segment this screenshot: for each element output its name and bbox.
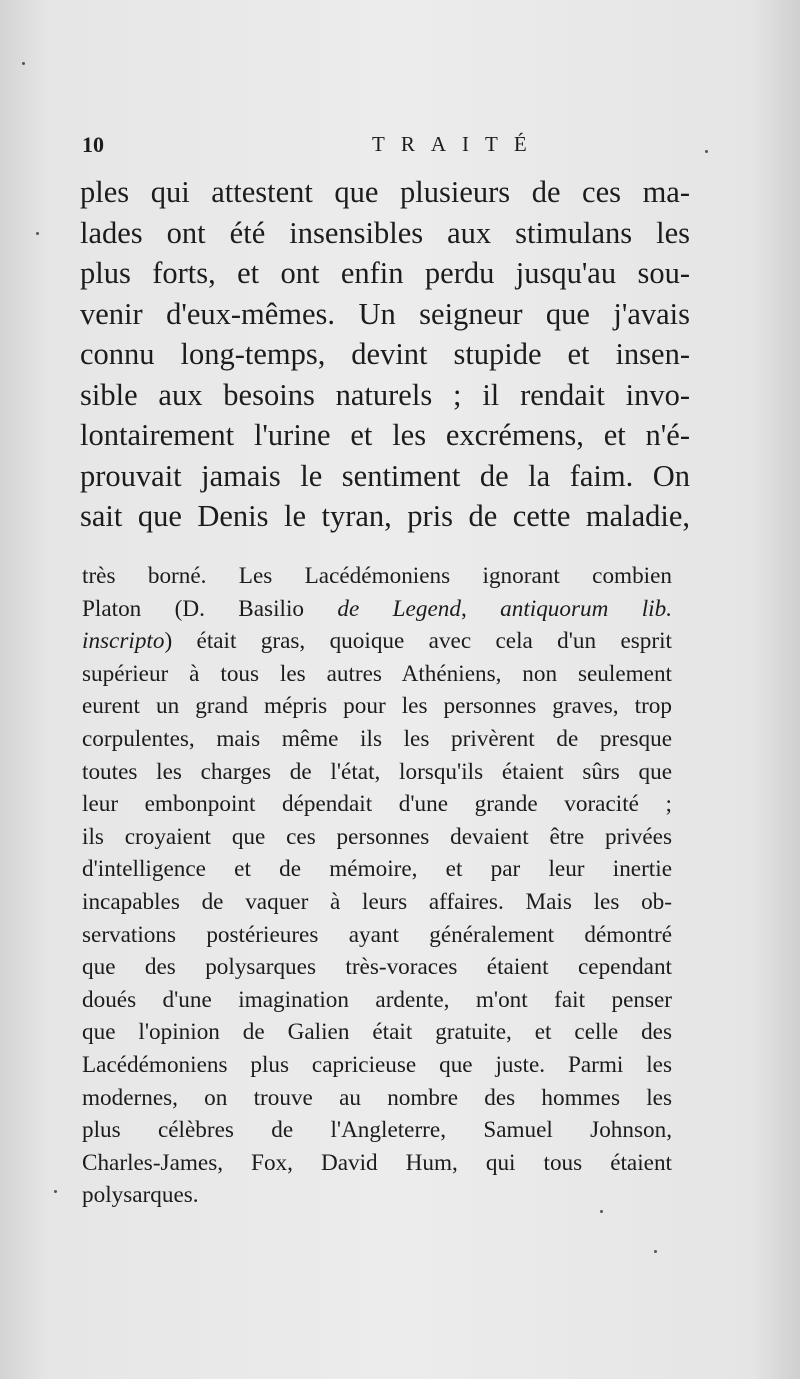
footnote-line: supérieur à tous les autres Athéniens, non seulement [82, 660, 672, 687]
paper-speck [600, 1210, 603, 1213]
footnote-line: plus célèbres de l'Angleterre, Samuel Johnson, [82, 1117, 672, 1144]
text-line: prouvait jamais le sentiment de la faim. On [80, 458, 690, 493]
footnote [82, 560, 672, 1212]
footnote-line: toutes les charges de l'état, lorsqu'ils étaient sûrs que [82, 758, 672, 785]
footnote-line: Lacédémoniens plus capricieuse que juste. Parmi les [82, 1051, 672, 1078]
footnote-line: doués d'une imagination ardente, m'ont fait penser [82, 986, 672, 1013]
footnote-line: incapables de vaquer à leurs affaires. Mais les ob- [82, 888, 672, 915]
footnote-line: d'intelligence et de mémoire, et par leur inertie [82, 856, 672, 883]
paper-speck [36, 232, 39, 235]
paper-speck [54, 1190, 57, 1193]
text-line: plus forts, et ont enfin perdu jusqu'au sou- [80, 256, 690, 290]
text-line: sible aux besoins naturels ; il rendait invo- [80, 377, 690, 412]
footnote-line: que l'opinion de Galien était gratuite, et celle des [82, 1019, 672, 1046]
footnote-line: que des polysarques très-voraces étaient cependant [82, 954, 672, 981]
text-line: sait que Denis le tyran, pris de cette maladie, [80, 499, 690, 533]
footnote-italic: inscripto [82, 628, 165, 655]
footnote-line [82, 593, 672, 626]
footnote-line: eurent un grand mépris pour les personnes graves, trop [82, 693, 672, 720]
text-line: ples qui attestent que plusieurs de ces ma- [80, 175, 690, 209]
page-number: 10 [82, 132, 104, 157]
text-line: lades ont été insensibles aux stimulans les [80, 215, 690, 250]
footnote-line: leur embonpoint dépendait d'une grande voracité ; [82, 791, 672, 818]
footnote-text: ) était gras, quoique avec cela d'un esprit [164, 628, 672, 655]
footnote-text: Platon (D. Basilio [82, 595, 338, 622]
footnote-italic: antiquorum lib. [500, 595, 673, 622]
text-line: lontairement l'urine et les excrémens, et n'é- [80, 418, 690, 452]
paper-speck [654, 1250, 657, 1253]
footnote-line [82, 625, 672, 658]
main-text [80, 172, 690, 537]
text-line: connu long-temps, devint stupide et insen- [80, 337, 690, 371]
footnote-line: corpulentes, mais même ils les privèrent de presque [82, 725, 672, 752]
footnote-line: servations postérieures ayant généralement démontré [82, 921, 672, 948]
footnote-line: très borné. Les Lacédémoniens ignorant combien [82, 563, 672, 589]
footnote-text: , [460, 595, 501, 622]
paper-speck [22, 62, 25, 65]
paper-speck [705, 150, 708, 153]
footnote-line: Charles-James, Fox, David Hum, qui tous étaient [82, 1149, 672, 1176]
running-title: TRAITÉ [372, 132, 543, 156]
text-line: venir d'eux-mêmes. Un seigneur que j'avais [80, 296, 690, 331]
footnote-line: polysarques. [82, 1182, 199, 1209]
footnote-italic: de Legend [337, 595, 461, 622]
page-header [82, 132, 722, 162]
footnote-line: ils croyaient que ces personnes devaient être privées [82, 823, 672, 850]
footnote-line: modernes, on trouve au nombre des hommes les [82, 1084, 672, 1111]
